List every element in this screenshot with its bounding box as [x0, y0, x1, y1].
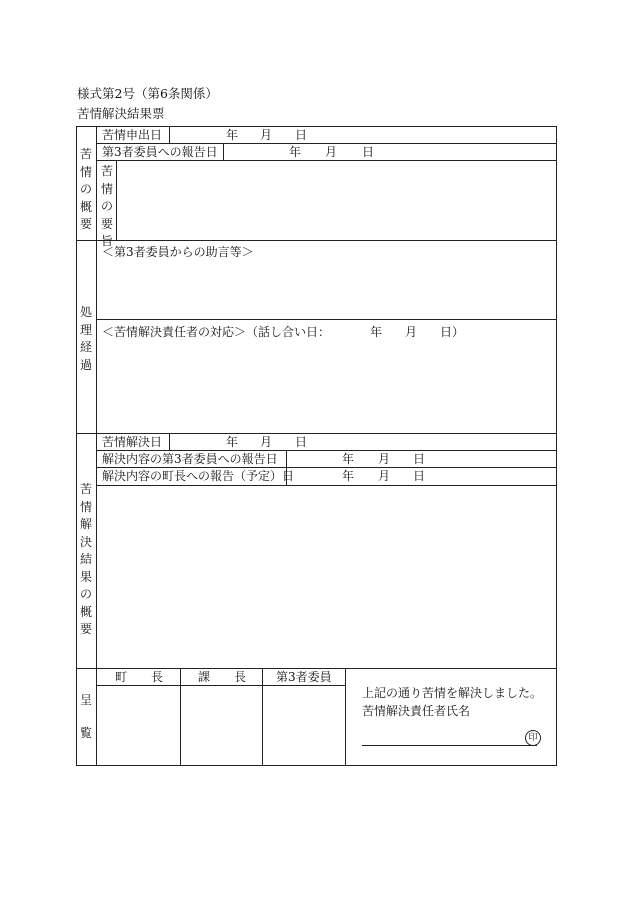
filed-date-day: 日 [295, 128, 308, 142]
result-summary-field[interactable] [97, 486, 556, 667]
complaint-gist-field[interactable] [117, 161, 556, 240]
committee-report-date-month: 月 [325, 145, 338, 159]
mayor-column-header: 町 長 [115, 670, 164, 684]
committee-column-header: 第3者委員 [276, 670, 332, 684]
signer-label: 苦情解決責任者氏名 [362, 704, 471, 718]
report-mayor-label: 解決内容の町長への報告（予定）日 [102, 469, 295, 483]
review-side-label-1: 呈 [80, 693, 93, 707]
report-committee-day: 日 [413, 452, 426, 466]
committee-approval-box[interactable] [263, 686, 345, 765]
seal-mark-icon: 印 [525, 730, 541, 746]
report-committee-month: 月 [378, 452, 391, 466]
mayor-approval-box[interactable] [97, 686, 180, 765]
resolved-date-month: 月 [260, 435, 273, 449]
filed-date-year: 年 [226, 128, 239, 142]
report-mayor-month: 月 [378, 469, 391, 483]
process-side-label: 処 理 経 過 [79, 305, 92, 372]
report-mayor-day: 日 [413, 469, 426, 483]
report-mayor-year: 年 [342, 469, 355, 483]
result-side-label: 苦 情 解 決 結 果 の 概 要 [79, 482, 92, 636]
filed-date-month: 月 [260, 128, 273, 142]
section-chief-column-header: 課 長 [198, 670, 247, 684]
response-label: ＜苦情解決責任者の対応＞（話し合い日： [102, 325, 331, 339]
committee-report-date-label: 第3者委員への報告日 [102, 145, 218, 159]
report-committee-year: 年 [342, 452, 355, 466]
review-side-label-2: 覧 [80, 726, 93, 740]
meeting-date-year: 年 [370, 325, 383, 339]
response-label-close: ） [452, 325, 465, 339]
meeting-date-day: 日 [440, 325, 453, 339]
form-title: 苦情解決結果票 [77, 106, 165, 121]
advice-field[interactable] [97, 262, 556, 319]
form-number: 様式第2号（第6条関係） [77, 86, 218, 101]
committee-report-date-year: 年 [289, 145, 302, 159]
filed-date-label: 苦情申出日 [102, 128, 163, 142]
complaint-gist-label: 苦 情 の 要 旨 [100, 164, 113, 248]
meeting-date-month: 月 [405, 325, 418, 339]
signer-name-field[interactable] [362, 725, 522, 745]
complaint-summary-side-label: 苦 情 の 概 要 [79, 147, 92, 231]
chief-approval-box[interactable] [181, 686, 262, 765]
resolved-date-day: 日 [295, 435, 308, 449]
resolution-statement: 上記の通り苦情を解決しました。 [362, 686, 543, 700]
resolved-date-label: 苦情解決日 [102, 435, 163, 449]
advice-label: ＜第3者委員からの助言等＞ [102, 245, 254, 259]
resolved-date-year: 年 [226, 435, 239, 449]
committee-report-date-day: 日 [362, 145, 375, 159]
response-field[interactable] [97, 342, 556, 432]
report-committee-label: 解決内容の第3者委員への報告日 [102, 452, 278, 466]
